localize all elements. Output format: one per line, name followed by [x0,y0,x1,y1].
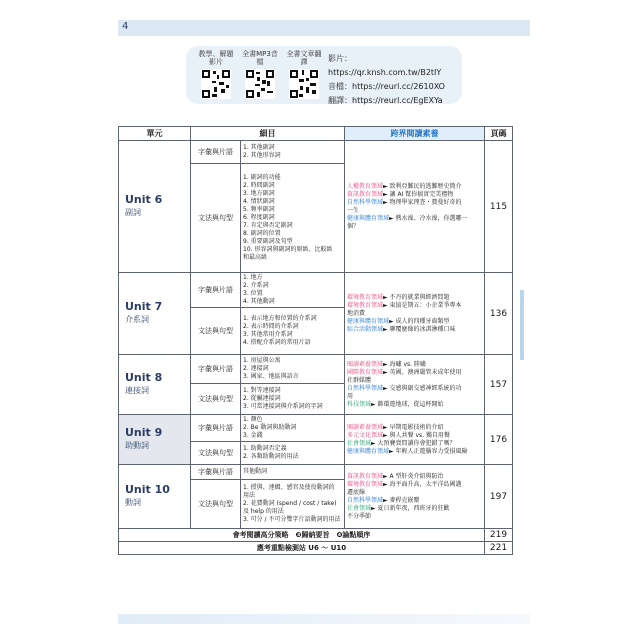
part-cell: 文法與句型 [191,442,241,465]
unit-cell [119,273,191,355]
page-cell[interactable]: 157 [485,355,513,415]
literacy-text: ► 熱水澡、冷水澡，你選哪一 [389,214,468,222]
part-cell: 字彙與片語 [191,355,241,384]
domain-tag: 環境教育領域 [347,293,384,301]
literacy-item [347,481,482,489]
detail-item: 2. 連接詞 [243,365,269,372]
page-footer-bar [118,614,530,624]
resource-links [328,52,462,108]
literacy-text: ► 大預賽賣問讀你會犯錯了嗎？ [371,439,456,447]
table-row [119,355,513,384]
detail-item: 8. 副詞的位置 [243,230,281,237]
table-row [119,273,513,308]
literacy-text: ► 東協是期五：小企業爭專本 [383,301,462,309]
header-detail: 細目 [191,127,345,141]
literacy-text: ► 英國、澳洲嚴管未成年使用 [383,368,462,376]
domain-tag: 社會領域 [347,504,372,512]
detail-item: 2. 時間副詞 [243,182,275,189]
literacy-text: ► 不丹的就業與經濟問題 [383,293,450,301]
unit-cell [119,141,191,273]
literacy-text: 不分季節 [347,512,372,520]
unit-name: 介系詞 [125,315,149,324]
detail-cell [241,480,345,529]
literacy-text: ► 年輕人正遊腦容力受損風險 [389,447,468,455]
page-cell[interactable]: 219 [485,529,513,542]
detail-item: 1. 表示地方和位置的介系詞 [243,315,317,322]
detail-item: 2. Be 動詞與助動詞 [243,424,297,431]
detail-item: 1. 對等連接詞 [243,387,281,394]
part-cell: 文法與句型 [191,308,241,355]
page-cell[interactable]: 115 [485,141,513,273]
detail-item: 1. 其他副詞 [243,144,275,151]
detail-cell [241,465,345,480]
footer-row [119,529,513,542]
detail-cell [241,355,345,384]
detail-item: 3. 金錢 [243,432,263,439]
literacy-item [347,207,482,215]
literacy-item [347,497,482,505]
page-cell[interactable]: 197 [485,465,513,529]
literacy-item [347,183,482,191]
table-row [119,141,513,164]
detail-item: 其他動詞 [243,468,268,475]
footer-text: 應考重點檢測站 U6 ～ U10 [119,542,485,555]
domain-tag: 人權教育領域 [347,182,384,190]
unit-cell [119,355,191,415]
literacy-item [347,223,482,231]
page-header-bar [118,20,530,36]
literacy-item [347,432,482,440]
unit-number: Unit 7 [125,300,163,313]
unit-name: 連接詞 [125,386,149,395]
literacy-text: ► 早期電影技術的介紹 [383,423,444,431]
domain-tag: 閱讀素養領域 [347,360,384,368]
detail-item: 10. 形容詞與副詞的原級、比較級 [243,246,333,253]
literacy-item [347,326,482,334]
literacy-item [347,199,482,207]
detail-item: 3. 可當連接詞與介系詞的字詞 [243,403,323,410]
part-cell: 文法與句型 [191,384,241,415]
detail-cell [241,308,345,355]
detail-item: 4. 搭配介系詞的常用片語 [243,339,311,346]
unit-name: 助動詞 [125,441,149,450]
unit-name: 副詞 [125,208,141,217]
detail-item: 2. 介系詞 [243,282,269,289]
detail-item: 2. 花費動詞 (spend / cost / take) [243,500,337,507]
domain-tag: 自然科學領域 [347,496,384,504]
domain-tag: 健康與體育領域 [347,447,390,455]
literacy-text: ► 成人的四種牙齒類型 [389,317,450,325]
literacy-item [347,393,482,401]
literacy-item [347,377,482,385]
unit-number: Unit 10 [125,483,170,496]
unit-cell [119,465,191,529]
part-cell: 文法與句型 [191,480,241,529]
literacy-item [347,473,482,481]
literacy-item [347,318,482,326]
detail-item: 1. 授與、連綴、感官及使役動詞的 [243,484,335,491]
qr-code-icon[interactable] [201,69,231,99]
literacy-item [347,401,482,409]
detail-cell [241,141,345,164]
literacy-text: ► 聊覆麼像的冰淇淋種口味 [383,325,456,333]
qr-label: 全書MP3音檔 [242,50,278,66]
domain-tag: 健康與體育領域 [347,317,390,325]
literacy-text: ► 讓 AI 幫你搞實完美禮物 [383,190,454,198]
detail-item: 1. 助動詞否定義 [243,445,287,452]
domain-tag: 健康與體育領域 [347,214,390,222]
detail-item: 2. 表示時間的介系詞 [243,323,299,330]
detail-item: 和最高級 [243,254,268,261]
literacy-item [347,385,482,393]
domain-tag: 自然科學領域 [347,198,384,206]
literacy-item [347,191,482,199]
part-cell: 文法與句型 [191,164,241,273]
domain-tag: 科技領域 [347,400,372,408]
detail-item: 5. 頻率副詞 [243,206,275,213]
literacy-text: ► 致利亞難民的逃難歷史簡介 [383,182,462,190]
part-cell: 字彙與片語 [191,141,241,164]
literacy-text: ► 物理學家理查・費曼好奇的 [383,198,462,206]
literacy-text: ► A 型肝炎介紹與防治 [383,472,444,480]
link-translation[interactable]: 翻譯：https://reurl.cc/EgEXYa [328,96,443,105]
literacy-text: 遷底線 [347,488,366,496]
literacy-text: ► 飾環遊地球，從這杯開始 [371,400,444,408]
part-cell: 字彙與片語 [191,273,241,308]
literacy-text: 社群媒體 [347,376,372,384]
domain-tag: 環境教育領域 [347,480,384,488]
detail-item: 3. 可分 / 不可分雙字片語動詞的用法 [243,516,341,523]
literacy-text: 用 [347,392,354,400]
literacy-cell [345,465,485,529]
detail-item: 1. 地方 [243,274,263,281]
unit-number: Unit 8 [125,371,163,384]
domain-tag: 國際教育領域 [347,368,384,376]
domain-tag: 環境教育領域 [347,301,384,309]
link-audio[interactable]: 音檔：https://reurl.cc/2610XO [328,82,445,91]
literacy-cell [345,273,485,355]
literacy-text: 一生 [347,206,360,214]
literacy-text: ► 交感與副交感神經系統的功 [383,384,462,392]
domain-tag: 社會領域 [347,439,372,447]
detail-item: 7. 肯定與否定副詞 [243,222,293,229]
literacy-item [347,302,482,310]
detail-cell [241,384,345,415]
detail-item: 1. 副詞的功能 [243,174,281,181]
side-accent-bar [520,290,524,360]
detail-cell [241,415,345,442]
domain-tag: 閱讀素養領域 [347,423,384,431]
detail-cell [241,164,345,273]
detail-item: 1. 顏色 [243,416,263,423]
qr-label: 教學、解題影片 [198,50,234,66]
unit-number: Unit 9 [125,426,163,439]
literacy-text: ► 夏日新年夜，西班牙的狂歡 [371,504,450,512]
literacy-text: 地消費 [347,309,366,317]
detail-item: 3. 國家、地區與語言 [243,373,299,380]
unit-name: 動詞 [125,498,141,507]
literacy-item [347,505,482,513]
literacy-item [347,294,482,302]
domain-tag: 綜合活動領域 [347,325,384,333]
detail-item: 2. 各類助動詞的用法 [243,453,299,460]
literacy-text: ► 海嘯 vs. 陸嘯 [383,360,426,368]
domain-tag: 多元文化領域 [347,431,384,439]
literacy-item [347,369,482,377]
qr-block-mp3[interactable] [240,50,280,99]
table-row [119,465,513,480]
detail-item: 3. 地方副詞 [243,190,275,197]
literacy-item [347,489,482,497]
literacy-item [347,361,482,369]
literacy-text: ► 海平面升高，太平洋島國邁 [383,480,462,488]
domain-tag: 資訊教育領域 [347,472,384,480]
detail-cell [241,442,345,465]
literacy-cell [345,141,485,273]
detail-item: 6. 程度副詞 [243,214,275,221]
literacy-item [347,310,482,318]
literacy-text: ► 與人共餐 vs. 獨自用餐 [383,431,450,439]
table-row [119,415,513,442]
page-cell[interactable]: 221 [485,542,513,555]
table-header-row [119,127,513,141]
table-body [119,141,513,555]
literacy-cell [345,415,485,465]
detail-item: 用法 [243,492,256,499]
detail-item: 3. 其他常用介系詞 [243,331,293,338]
footer-text: 會考閱讀高分策略 ❸歸納要旨 ❹論點順序 [119,529,485,542]
footer-row [119,542,513,555]
domain-tag: 自然科學領域 [347,384,384,392]
literacy-item [347,424,482,432]
detail-item: 4. 情狀副詞 [243,198,275,205]
qr-code-icon[interactable] [245,69,275,99]
header-unit: 單元 [119,127,191,141]
qr-block-videos[interactable] [196,50,236,99]
detail-item: 2. 其他形容詞 [243,152,281,159]
qr-code-icon[interactable] [289,69,319,99]
detail-item: 9. 重要副詞及句型 [243,238,293,245]
detail-item: 2. 從屬連接詞 [243,395,281,402]
detail-item: 4. 其他動詞 [243,298,275,305]
unit-cell [119,415,191,465]
literacy-item [347,440,482,448]
part-cell: 字彙與片語 [191,415,241,442]
link-video[interactable]: 影片：https://qr.knsh.com.tw/B2tIY [328,54,442,77]
detail-cell [241,273,345,308]
qr-label: 全書文章翻譯 [286,50,322,66]
page-cell[interactable]: 176 [485,415,513,465]
detail-item: 3. 位置 [243,290,263,297]
part-cell: 字彙與片語 [191,465,241,480]
literacy-text: ► 麥稈克嵌塵 [383,496,420,504]
literacy-item [347,513,482,521]
domain-tag: 資訊教育領域 [347,190,384,198]
literacy-text: 個？ [347,222,360,230]
unit-number: Unit 6 [125,193,163,206]
qr-block-translation[interactable] [284,50,324,99]
detail-item: 1. 房屋與公寓 [243,357,281,364]
page-number: 4 [122,21,129,32]
header-literacy: 跨界閱讀素養 [345,127,485,141]
literacy-item [347,448,482,456]
header-page: 頁碼 [485,127,513,141]
detail-item: 及 help 的用法 [243,508,284,515]
literacy-item [347,215,482,223]
literacy-cell [345,355,485,415]
page-cell[interactable]: 136 [485,273,513,355]
contents-table [118,126,513,555]
qr-panel [186,46,462,104]
